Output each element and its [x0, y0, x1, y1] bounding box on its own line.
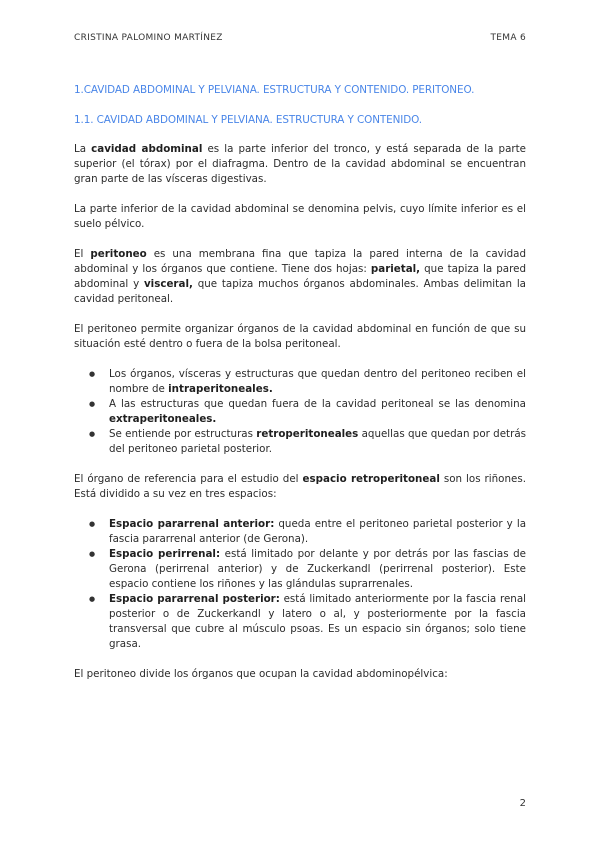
list-peritoneal-positions [74, 367, 526, 457]
list-item: ● Espacio perirrenal: está limitado por delante y por detrás por las fascias de Gerona (perirrenal anterior) y de Zuckerkandl (perirrenal posterior). Este espacio contiene los riñones y las glándulas suprarrenales. [109, 547, 526, 592]
list-item: ● Espacio pararrenal anterior: queda entre el peritoneo parietal posterior y la fascia pararrenal anterior (de Gerona). [109, 517, 526, 547]
subsection-title: 1.1. CAVIDAD ABDOMINAL Y PELVIANA. ESTRUCTURA Y CONTENIDO. [74, 114, 422, 126]
paragraph-pelvis: La parte inferior de la cavidad abdominal se denomina pelvis, cuyo límite inferior es el suelo pélvico. [74, 203, 526, 230]
header-topic: TEMA 6 [490, 33, 526, 43]
section-title: 1.CAVIDAD ABDOMINAL Y PELVIANA. ESTRUCTURA Y CONTENIDO. PERITONEO. [74, 84, 475, 96]
header-author: CRISTINA PALOMINO MARTÍNEZ [74, 33, 223, 43]
list-retroperitoneal-spaces [74, 517, 526, 652]
page-header [74, 33, 526, 47]
list-item: ● Se entiende por estructuras retroperitoneales aquellas que quedan por detrás del peritoneo parietal posterior. [109, 427, 526, 457]
paragraph-division: El peritoneo divide los órganos que ocupan la cavidad abdominopélvica: [74, 668, 448, 680]
paragraph-peritoneo: El peritoneo es una membrana fina que tapiza la pared interna de la cavidad abdominal y los órganos que contiene. Tiene dos hojas: parietal, que tapiza la pared abdominal y visceral, que tapiza muchos órganos abdominales. Ambas delimitan la cavidad peritoneal. [74, 248, 526, 305]
page-number: 2 [519, 798, 526, 809]
paragraph-cavidad-abdominal: La cavidad abdominal es la parte inferior del tronco, y está separada de la parte superior (el tórax) por el diafragma. Dentro de la cavidad abdominal se encuentran gran parte de las vísceras digestivas. [74, 143, 527, 185]
paragraph-organizacion: El peritoneo permite organizar órganos de la cavidad abdominal en función de que su situación esté dentro o fuera de la bolsa peritoneal. [74, 323, 526, 350]
document-body [74, 84, 526, 697]
list-item: ● A las estructuras que quedan fuera de la cavidad peritoneal se las denomina extraperitoneales. [109, 397, 526, 427]
paragraph-retroperitoneal: El órgano de referencia para el estudio del espacio retroperitoneal son los riñones. Está dividido a su vez en tres espacios: [74, 473, 526, 500]
list-item: ● Espacio pararrenal posterior: está limitado anteriormente por la fascia renal posterior o de Zuckerkandl y latero o al, y posteriormente por la fascia transversal que cubre al músculo psoas. Es un espacio sin órganos; solo tiene grasa. [109, 592, 526, 652]
list-item: ● Los órganos, vísceras y estructuras que quedan dentro del peritoneo reciben el nombre de intraperitoneales. [109, 367, 526, 397]
